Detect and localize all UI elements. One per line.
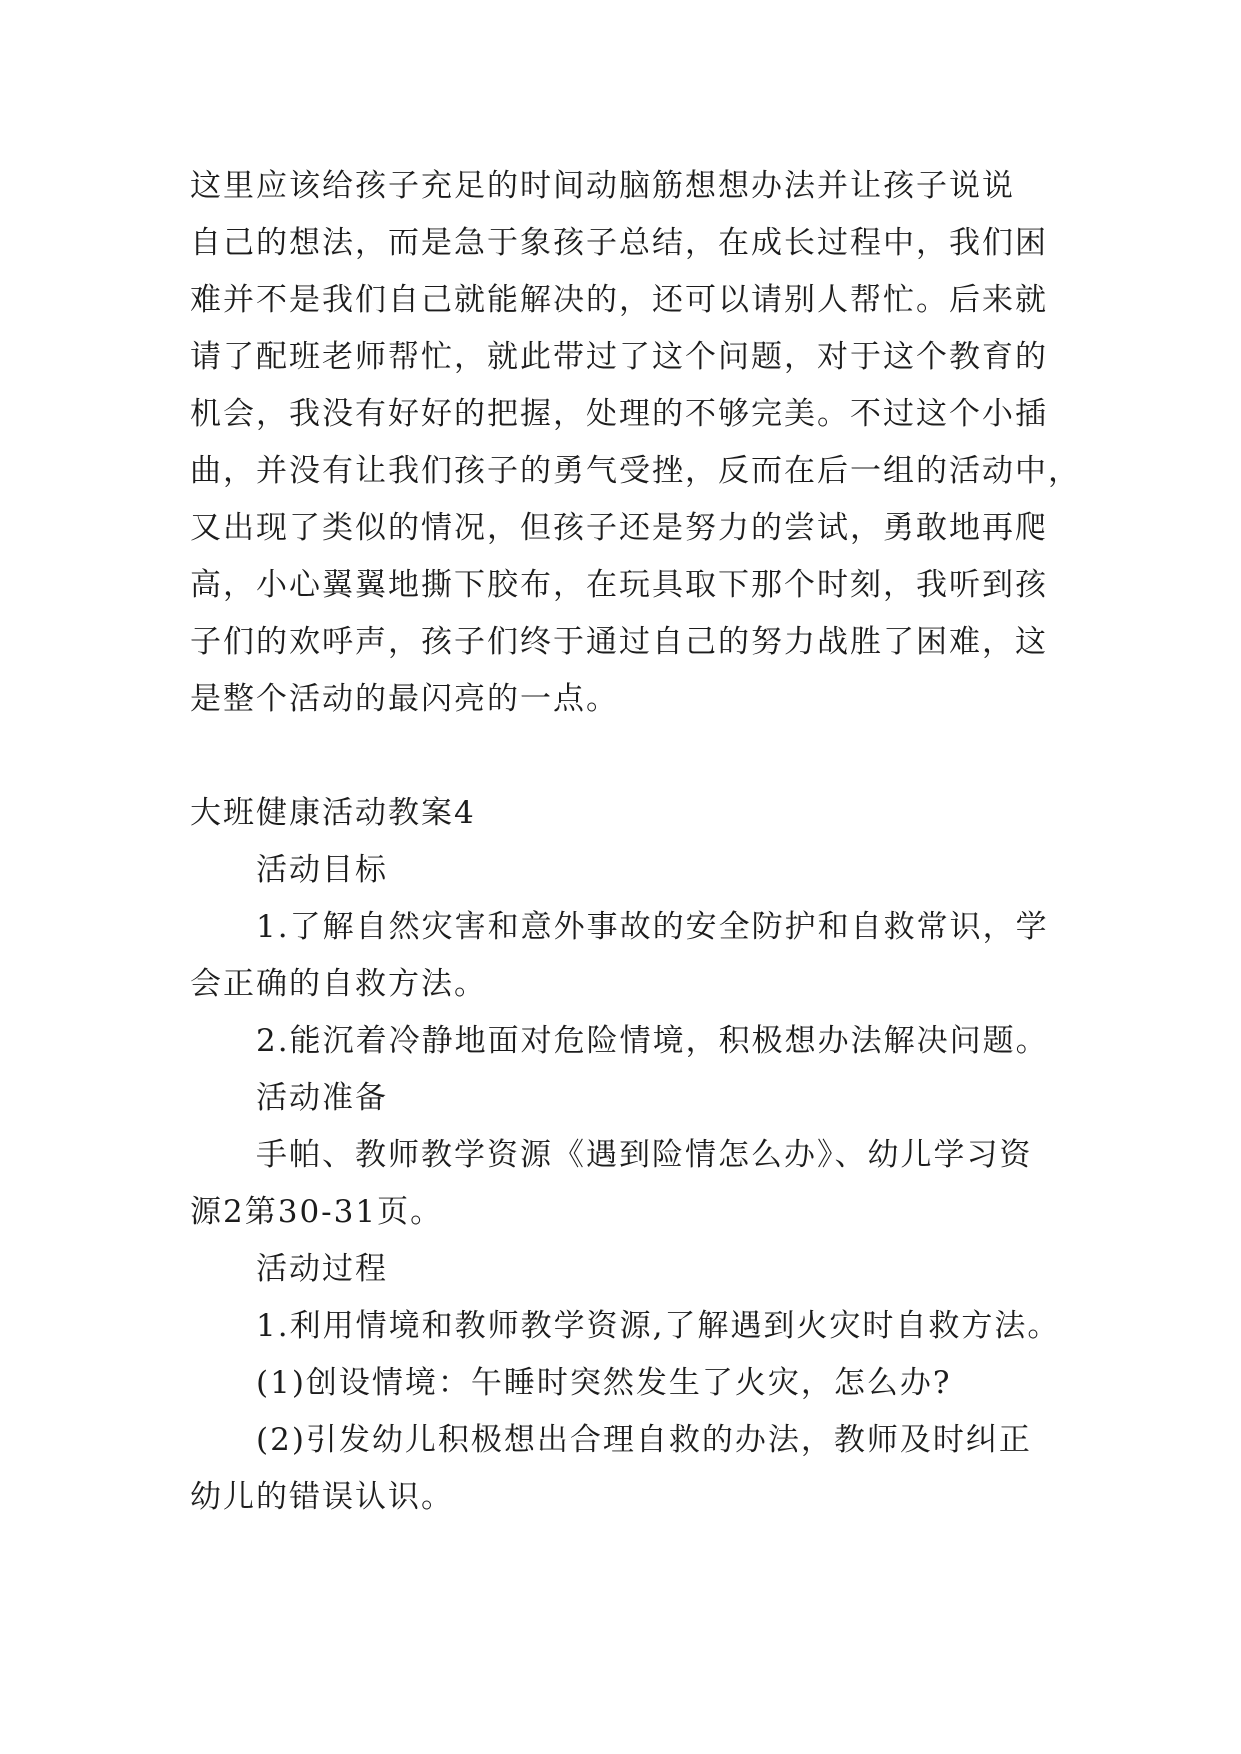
goal-item-1-continuation: 会正确的自救方法。 <box>190 966 487 1002</box>
text-line: 难并不是我们自己就能解决的，还可以请别人帮忙。后来就 <box>190 282 1048 318</box>
document-body <box>190 158 1081 1526</box>
process-heading: 活动过程 <box>256 1251 388 1287</box>
text-line: 子们的欢呼声，孩子们终于通过自己的努力战胜了困难，这 <box>190 624 1048 660</box>
prep-heading: 活动准备 <box>256 1080 388 1116</box>
text-line: 自己的想法，而是急于象孩子总结，在成长过程中，我们困 <box>190 225 1048 261</box>
goal-item-2: 2.能沉着冷静地面对危险情境，积极想办法解决问题。 <box>256 1023 1049 1059</box>
process-step-1a: (1)创设情境：午睡时突然发生了火灾，怎么办? <box>256 1365 952 1401</box>
text-line: 这里应该给孩子充足的时间动脑筋想想办法并让孩子说说 <box>190 168 1015 204</box>
process-step-1: 1.利用情境和教师教学资源,了解遇到火灾时自救方法。 <box>256 1308 1061 1344</box>
goal-item-1: 1.了解自然灾害和意外事故的安全防护和自救常识，学 <box>256 909 1049 945</box>
text-line: 曲，并没有让我们孩子的勇气受挫，反而在后一组的活动中， <box>190 453 1081 489</box>
prep-text: 手帕、教师教学资源《遇到险情怎么办》、幼儿学习资 <box>256 1137 1033 1173</box>
text-line: 机会，我没有好好的把握，处理的不够完美。不过这个小插 <box>190 396 1048 432</box>
process-step-1b-continuation: 幼儿的错误认识。 <box>190 1479 454 1515</box>
section-spacer <box>190 728 1070 785</box>
process-step-1b: (2)引发幼儿积极想出合理自救的办法，教师及时纠正 <box>256 1422 1032 1458</box>
text-line: 是整个活动的最闪亮的一点。 <box>190 681 619 717</box>
text-line: 请了配班老师帮忙，就此带过了这个问题，对于这个教育的 <box>190 339 1048 375</box>
paragraph-reflection <box>190 158 1081 728</box>
prep-text-continuation: 源2第30-31页。 <box>190 1194 444 1230</box>
text-line: 高，小心翼翼地撕下胶布，在玩具取下那个时刻，我听到孩 <box>190 567 1048 603</box>
section-title: 大班健康活动教案4 <box>190 795 476 831</box>
text-line: 又出现了类似的情况，但孩子还是努力的尝试，勇敢地再爬 <box>190 510 1048 546</box>
goal-heading: 活动目标 <box>256 852 388 888</box>
